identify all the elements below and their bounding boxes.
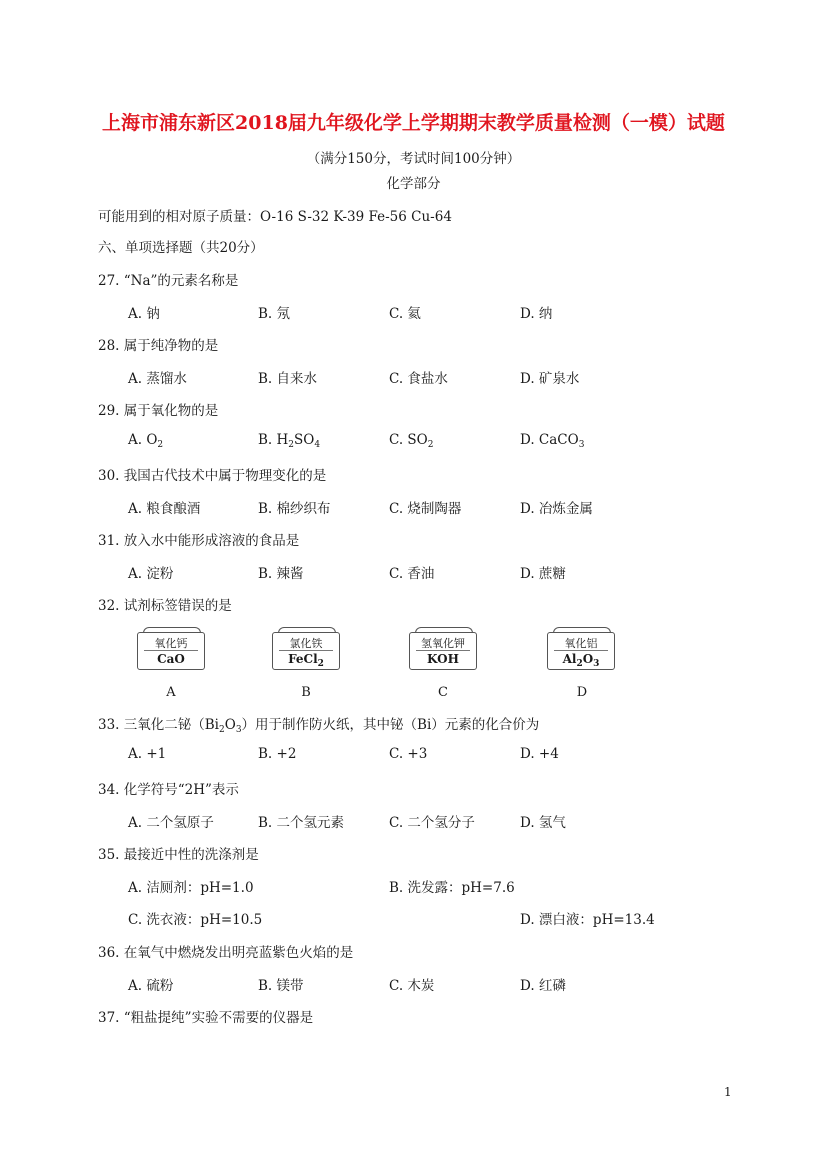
q27-option-d: D. 纳 xyxy=(520,306,553,322)
q30-option-c: C. 烧制陶器 xyxy=(389,501,462,517)
question-28: 28. 属于纯净物的是 xyxy=(98,338,219,354)
reagent-bottle-c xyxy=(409,627,477,669)
q27-option-c: C. 氦 xyxy=(389,306,421,322)
q35-option-b: B. 洗发露：pH=7.6 xyxy=(389,880,515,896)
q29-option-a: A. $O_2$ xyxy=(128,432,164,450)
question-32: 32. 试剂标签错误的是 xyxy=(98,598,232,614)
question-27: 27. “Na”的元素名称是 xyxy=(98,273,239,289)
bottle-name: 氢氧化钾 xyxy=(421,637,465,650)
q30-option-a: A. 粮食酿酒 xyxy=(128,501,201,517)
q29-option-d: D. CaCO$_3$ xyxy=(520,432,585,450)
bottle-formula: FeCl$_2$ xyxy=(288,652,324,669)
bottle-name: 氯化铁 xyxy=(289,637,323,650)
q33-option-a: A. +1 xyxy=(128,746,167,762)
q34-option-d: D. 氢气 xyxy=(520,815,566,831)
q34-option-b: B. 二个氢元素 xyxy=(258,815,345,831)
q33-option-d: D. +4 xyxy=(520,746,559,762)
q27-option-b: B. 氖 xyxy=(258,306,291,322)
question-34: 34. 化学符号“2H”表示 xyxy=(98,782,239,798)
q27-option-a: A. 钠 xyxy=(128,306,160,322)
question-33: 33. 三氧化二铋$(Bi_2O_3)$用于制作防火纸，其中铋（Bi）元素的化合价为 xyxy=(98,717,540,735)
bottle-letter-a: A xyxy=(166,685,176,700)
bottle-label xyxy=(409,632,477,670)
page-number: 1 xyxy=(724,1085,732,1099)
question-36: 36. 在氧气中燃烧发出明亮蓝紫色火焰的是 xyxy=(98,945,354,961)
label-divider xyxy=(554,650,608,651)
q31-option-c: C. 香油 xyxy=(389,566,435,582)
q35-option-d: D. 漂白液：pH=13.4 xyxy=(520,912,655,928)
label-divider xyxy=(279,650,333,651)
question-35: 35. 最接近中性的洗涤剂是 xyxy=(98,847,259,863)
q28-option-b: B. 自来水 xyxy=(258,371,318,387)
q35-option-a: A. 洁厕剂：pH=1.0 xyxy=(128,880,254,896)
q31-option-a: A. 淀粉 xyxy=(128,566,174,582)
exam-subtitle: （满分150分，考试时间100分钟） xyxy=(306,151,521,167)
bottle-formula: $Al_2O_3$ xyxy=(562,652,600,669)
q28-option-c: C. 食盐水 xyxy=(389,371,448,387)
q30-option-d: D. 冶炼金属 xyxy=(520,501,593,517)
q33-option-b: B. +2 xyxy=(258,746,297,762)
q36-option-b: B. 镁带 xyxy=(258,978,304,994)
q34-option-a: A. 二个氢原子 xyxy=(128,815,214,831)
question-30: 30. 我国古代技术中属于物理变化的是 xyxy=(98,468,327,484)
bottle-label xyxy=(137,632,205,670)
q35-option-c: C. 洗衣液：pH=10.5 xyxy=(128,912,263,928)
reagent-bottle-d xyxy=(547,627,615,669)
question-31: 31. 放入水中能形成溶液的食品是 xyxy=(98,533,300,549)
bottle-letter-d: D xyxy=(576,685,588,700)
q34-option-c: C. 二个氢分子 xyxy=(389,815,475,831)
label-divider xyxy=(144,650,198,651)
q30-option-b: B. 棉纱织布 xyxy=(258,501,331,517)
part-heading: 六、单项选择题（共20分） xyxy=(98,240,264,256)
q36-option-d: D. 红磷 xyxy=(520,978,566,994)
atomic-masses: 可能用到的相对原子质量：O-16 S-32 K-39 Fe-56 Cu-64 xyxy=(98,209,452,225)
label-divider xyxy=(416,650,470,651)
section-name: 化学部分 xyxy=(386,176,441,192)
reagent-bottle-b xyxy=(272,627,340,669)
question-29: 29. 属于氧化物的是 xyxy=(98,403,219,419)
bottle-label xyxy=(272,632,340,670)
bottle-name: 氧化钙 xyxy=(154,637,188,650)
bottle-formula: CaO xyxy=(157,652,185,666)
page-title: 上海市浦东新区2018届九年级化学上学期期末教学质量检测（一模）试题 xyxy=(102,112,725,134)
question-37: 37. “粗盐提纯”实验不需要的仪器是 xyxy=(98,1010,314,1026)
reagent-bottle-a xyxy=(137,627,205,669)
q29-option-c: C. $SO_2$ xyxy=(389,432,434,450)
q28-option-d: D. 矿泉水 xyxy=(520,371,580,387)
q29-option-b: B. $H_2SO_4$ xyxy=(258,432,321,450)
bottle-letter-b: B xyxy=(301,685,311,700)
q31-option-d: D. 蔗糖 xyxy=(520,566,566,582)
bottle-label xyxy=(547,632,615,670)
q36-option-a: A. 硫粉 xyxy=(128,978,174,994)
q36-option-c: C. 木炭 xyxy=(389,978,435,994)
q33-option-c: C. +3 xyxy=(389,746,428,762)
q31-option-b: B. 辣酱 xyxy=(258,566,304,582)
bottle-name: 氧化铝 xyxy=(564,637,598,650)
bottle-letter-c: C xyxy=(438,685,448,700)
q28-option-a: A. 蒸馏水 xyxy=(128,371,187,387)
bottle-formula: KOH xyxy=(427,652,459,666)
